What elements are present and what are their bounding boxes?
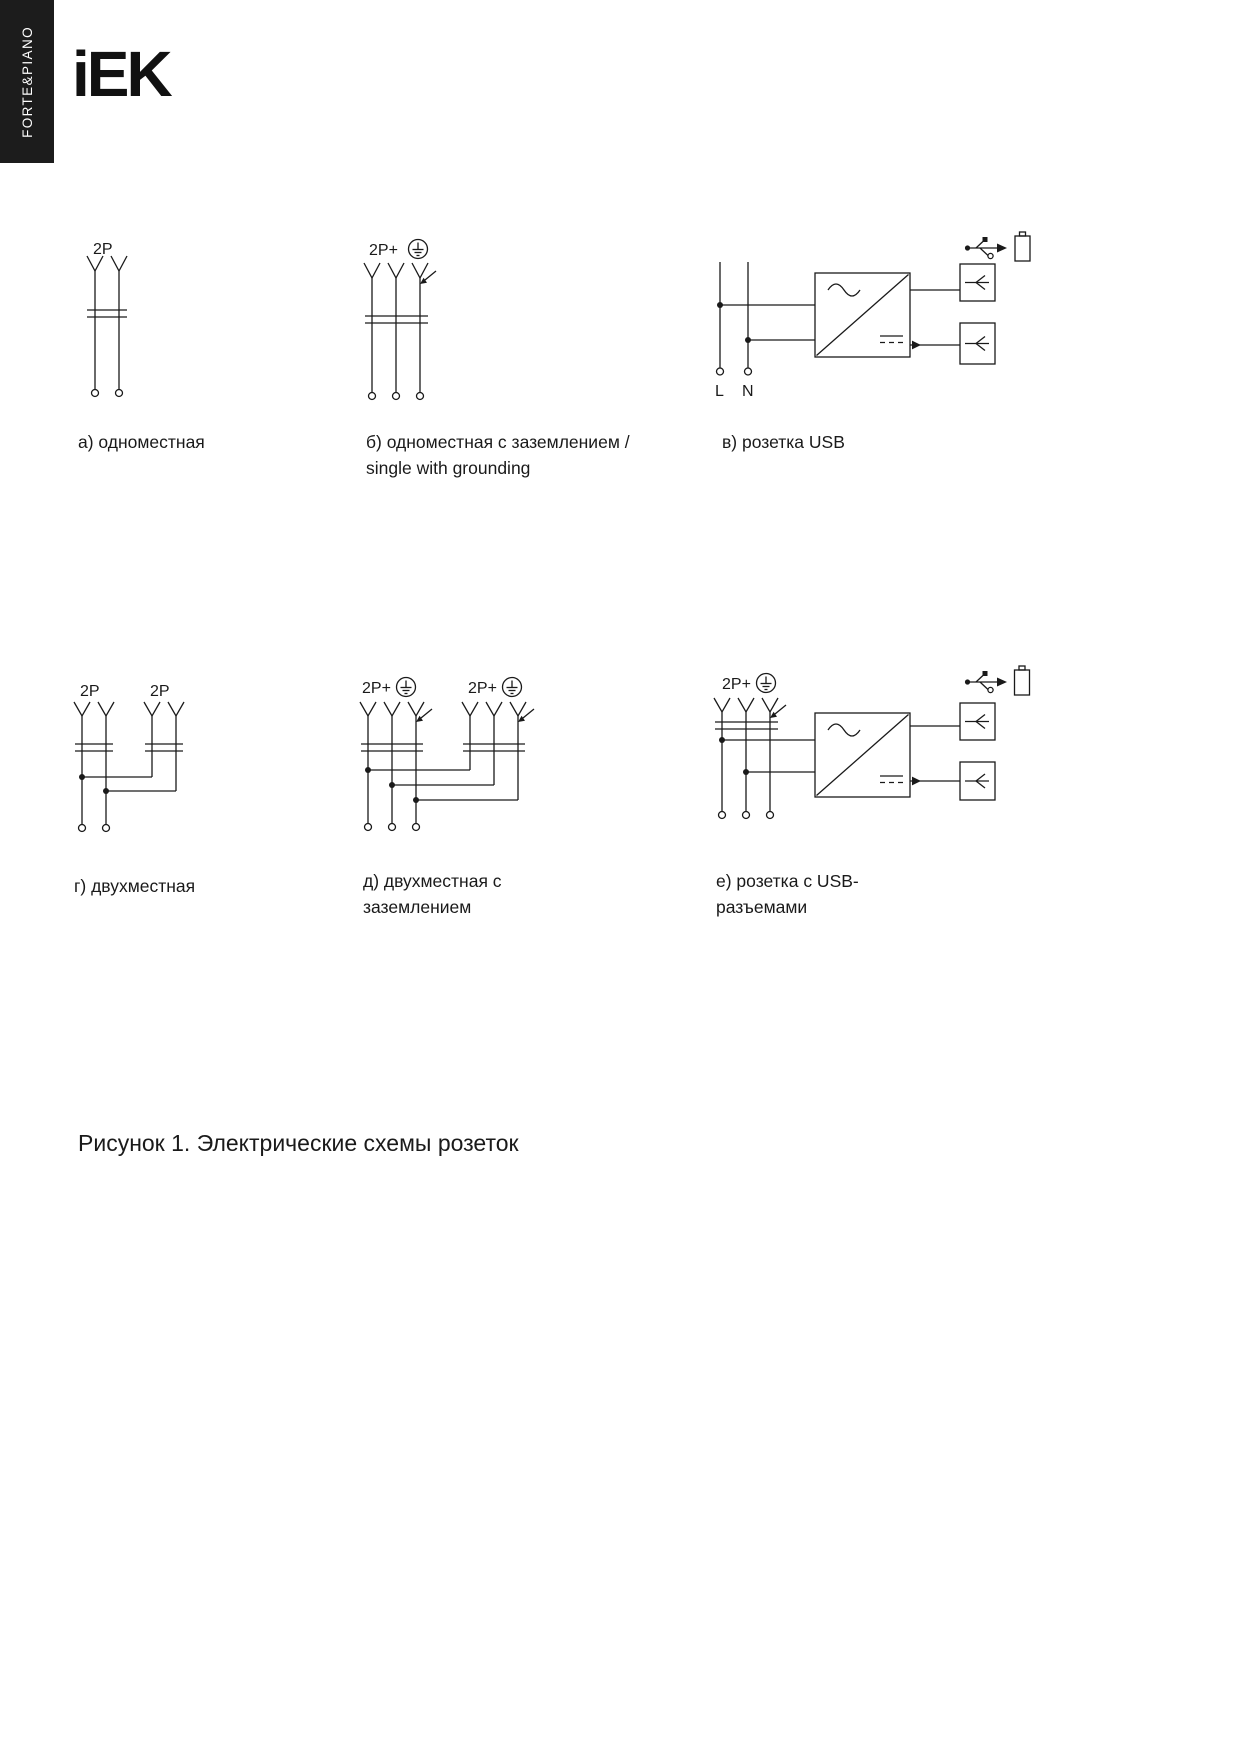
schematic-socket-with-usb (712, 662, 1042, 852)
schematic-double-socket (66, 666, 261, 846)
wires (365, 716, 518, 824)
diagram-a (75, 233, 235, 408)
output-arrow (912, 341, 921, 350)
pole-count-label-1: 2P (80, 683, 100, 700)
usb-port-icon (965, 774, 989, 788)
supply-wires (717, 262, 815, 368)
ground-icon (503, 678, 522, 697)
ground-icon (757, 674, 776, 693)
usb-icon (965, 237, 1007, 259)
iek-logo: iEK (72, 38, 170, 110)
schematic-usb-socket (710, 226, 1040, 411)
ground-icon (397, 678, 416, 697)
socket-2-contacts (144, 702, 184, 751)
schematic-single-socket-grounded (363, 230, 573, 415)
acdc-converter (815, 713, 910, 797)
forte-piano-banner (0, 0, 54, 163)
diagram-b (363, 230, 573, 415)
usb-port-1 (960, 703, 995, 740)
pole-count-label-2: 2P (150, 683, 170, 700)
caption-v: в) розетка USB (722, 432, 845, 452)
pole-count-label-1: 2P+ (362, 680, 391, 697)
banner-label: FORTE&PIANO (19, 25, 35, 138)
battery-icon (1015, 232, 1030, 261)
ac-sine-icon (828, 724, 860, 736)
battery-icon (1015, 666, 1030, 695)
caption-a: а) одноместная (78, 432, 205, 452)
wires (95, 271, 119, 390)
output-wires (910, 726, 960, 785)
diagram-g (66, 666, 261, 846)
caption-e (716, 868, 859, 921)
socket-1-contacts (74, 702, 114, 751)
caption-e-line2: разъемами (716, 897, 808, 918)
acdc-converter (815, 273, 910, 357)
ground-icon (409, 240, 428, 259)
usb-port-icon (965, 337, 989, 351)
wires (719, 712, 815, 812)
caption-e-line1: е) розетка с USB- (716, 871, 859, 891)
terminals (92, 390, 123, 397)
caption-b (366, 429, 630, 482)
pole-count-label: 2P (93, 241, 113, 258)
diagram-e (712, 662, 1042, 852)
diagram-d (356, 664, 591, 849)
caption-d-line1: д) двухместная с (363, 871, 502, 891)
wires (372, 278, 420, 393)
schematic-double-socket-grounded (356, 664, 591, 849)
caption-d (363, 868, 502, 921)
usb-icon (965, 671, 1007, 693)
caption-d-line2: заземлением (363, 897, 472, 918)
wires (79, 716, 176, 825)
caption-b-line2: single with grounding (366, 458, 531, 479)
terminal-label-n: N (742, 383, 754, 400)
usb-port-icon (965, 276, 989, 290)
terminal-label-l: L (715, 383, 724, 400)
pole-count-label: 2P+ (369, 242, 398, 259)
usb-port-2 (960, 762, 995, 800)
diagram-v (710, 226, 1040, 411)
schematic-single-socket (75, 233, 235, 408)
terminals (79, 825, 110, 832)
pole-count-label: 2P+ (722, 676, 751, 693)
output-arrow (912, 777, 921, 786)
socket-contacts (87, 256, 127, 317)
terminals (717, 368, 752, 375)
caption-b-line1: б) одноместная с заземлением / (366, 432, 630, 452)
pole-count-label-2: 2P+ (468, 680, 497, 697)
usb-port-icon (965, 715, 989, 729)
usb-port-1 (960, 264, 995, 301)
ac-sine-icon (828, 284, 860, 296)
terminals (369, 393, 424, 400)
caption-g: г) двухместная (74, 876, 196, 896)
usb-port-2 (960, 323, 995, 364)
terminals (365, 824, 420, 831)
figure-caption: Рисунок 1. Электрические схемы розеток (78, 1130, 519, 1156)
terminals (719, 812, 774, 819)
output-wires (910, 290, 960, 349)
